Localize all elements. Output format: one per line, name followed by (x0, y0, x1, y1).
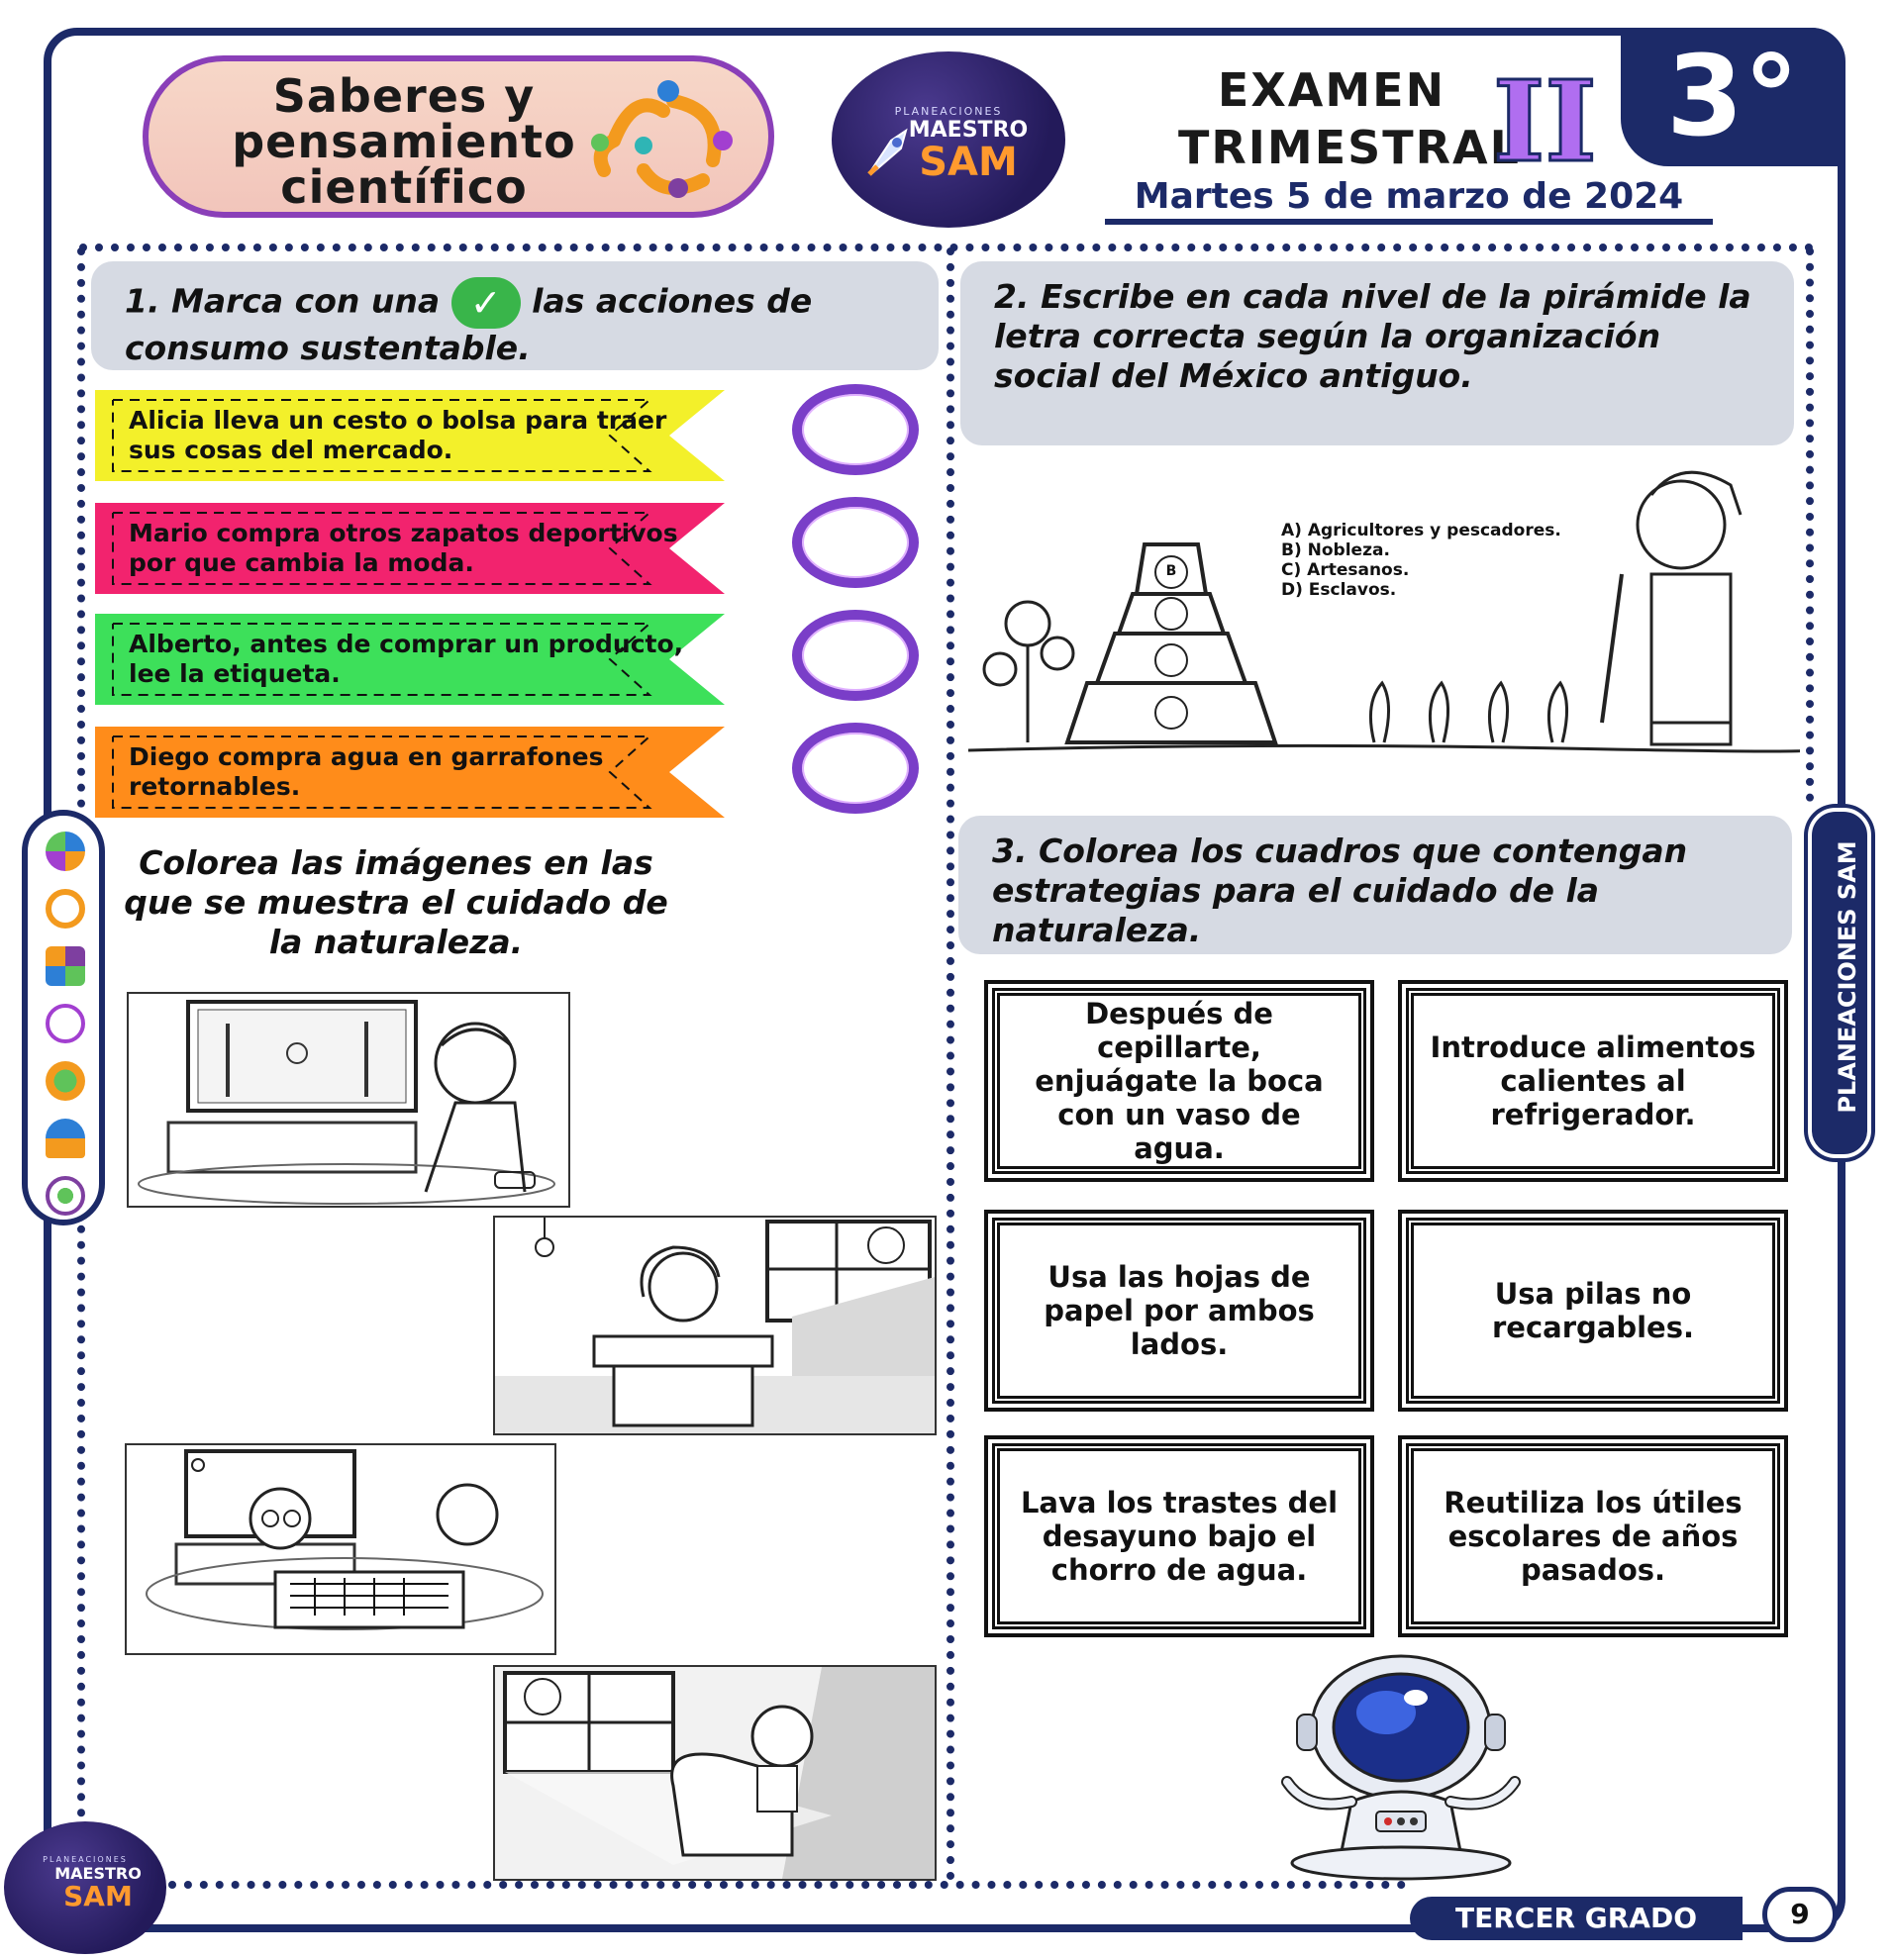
strategy-card[interactable]: Después de cepillarte, enjuágate la boca con un vaso de agua. (984, 980, 1374, 1182)
banner-text: Mario compra otros zapatos deportivos por que cambia la moda. (129, 519, 678, 577)
legend-item: A) Agricultores y pescadores. (1281, 521, 1561, 540)
subject-icons-sidebar (22, 810, 105, 1225)
dotted-border-bottom (168, 1881, 1406, 1889)
banner-text: Alicia lleva un cesto o bolsa para traer sus cosas del mercado. (129, 406, 667, 464)
scene-girl-reading-daylight[interactable] (493, 1665, 937, 1881)
subject-title: Saberes y pensamiento científico (232, 69, 576, 214)
banner-text: Diego compra agua en garrafones retornables. (129, 742, 604, 801)
strategy-card[interactable]: Usa las hojas de papel por ambos lados. (984, 1210, 1374, 1412)
side-tab-label: PLANEACIONES SAM (1834, 840, 1861, 1114)
strategy-card[interactable]: Usa pilas no recargables. (1398, 1210, 1788, 1412)
grade-footer-label: TERCER GRADO (1410, 1897, 1743, 1940)
legend-item: C) Artesanos. (1281, 560, 1410, 580)
subject-pill (143, 55, 774, 218)
strategy-card[interactable]: Introduce alimentos calientes al refrigerador. (1398, 980, 1788, 1182)
dotted-divider-center (947, 247, 954, 1881)
banner-item (95, 503, 725, 594)
astronaut-illustration (1267, 1653, 1535, 1881)
answer-ring[interactable] (792, 497, 919, 588)
check-circle-icon: ✓ (451, 277, 521, 329)
coloring-heading: Colorea las imágenes en las que se muestra el cuidado de la naturaleza. (124, 843, 668, 961)
banner-item (95, 727, 725, 818)
answer-ring[interactable] (792, 384, 919, 475)
bridge-icon (46, 1119, 85, 1158)
exam-title: EXAMEN TRIMESTRAL (1178, 63, 1521, 174)
ring-icon (46, 889, 85, 929)
question-1-box (91, 261, 939, 370)
banner-item (95, 390, 725, 481)
strategy-card[interactable]: Lava los trastes del desayuno bajo el chorro de agua. (984, 1435, 1374, 1637)
maestro-sam-logo-bottom: PLANEACIONES MAESTRO SAM (4, 1821, 166, 1954)
page-number: 9 (1762, 1887, 1838, 1942)
exam-number: II (1493, 57, 1597, 187)
maestro-sam-logo: PLANEACIONES MAESTRO SAM (832, 51, 1065, 228)
grade-badge: 3° (1621, 28, 1844, 166)
exam-date: Martes 5 de marzo de 2024 (1105, 176, 1713, 225)
question-1-prompt-end: las acciones de consumo sustentable. (125, 281, 813, 367)
globe-icon (46, 1176, 85, 1216)
pyramid-legend (1281, 521, 1561, 600)
pyramid-top-letter: B (1165, 563, 1177, 579)
answer-ring[interactable] (792, 610, 919, 701)
banner-text: Alberto, antes de comprar un producto, lee la etiqueta. (129, 630, 684, 688)
question-3-box: 3. Colorea los cuadros que contengan estrategias para el cuidado de la naturaleza. (958, 816, 1792, 954)
science-people-icon (574, 71, 743, 210)
compass-icon (46, 832, 85, 871)
planeaciones-side-tab (1808, 808, 1871, 1158)
scene-kids-playing-board-game[interactable] (125, 1443, 556, 1655)
rocket-icon (861, 121, 921, 180)
question-2-box: 2. Escribe en cada nivel de la pirámide la letra correcta según la organización social del México antiguo. (960, 261, 1794, 445)
scene-child-playing-tv-on[interactable] (127, 992, 570, 1208)
strategy-card[interactable]: Reutiliza los útiles escolares de años pasados. (1398, 1435, 1788, 1637)
people-icon (46, 1004, 85, 1043)
question-1-prompt-start: 1. Marca con una (125, 281, 441, 321)
leaf-icon (46, 1061, 85, 1101)
cross-icon (46, 946, 85, 986)
scene-girl-desk-light-on[interactable] (493, 1216, 937, 1435)
dotted-border-right (1806, 247, 1814, 802)
answer-ring[interactable] (792, 723, 919, 814)
pyramid-illustration (968, 455, 1800, 762)
legend-item: B) Nobleza. (1281, 540, 1390, 560)
banner-item (95, 614, 725, 705)
legend-item: D) Esclavos. (1281, 580, 1397, 600)
